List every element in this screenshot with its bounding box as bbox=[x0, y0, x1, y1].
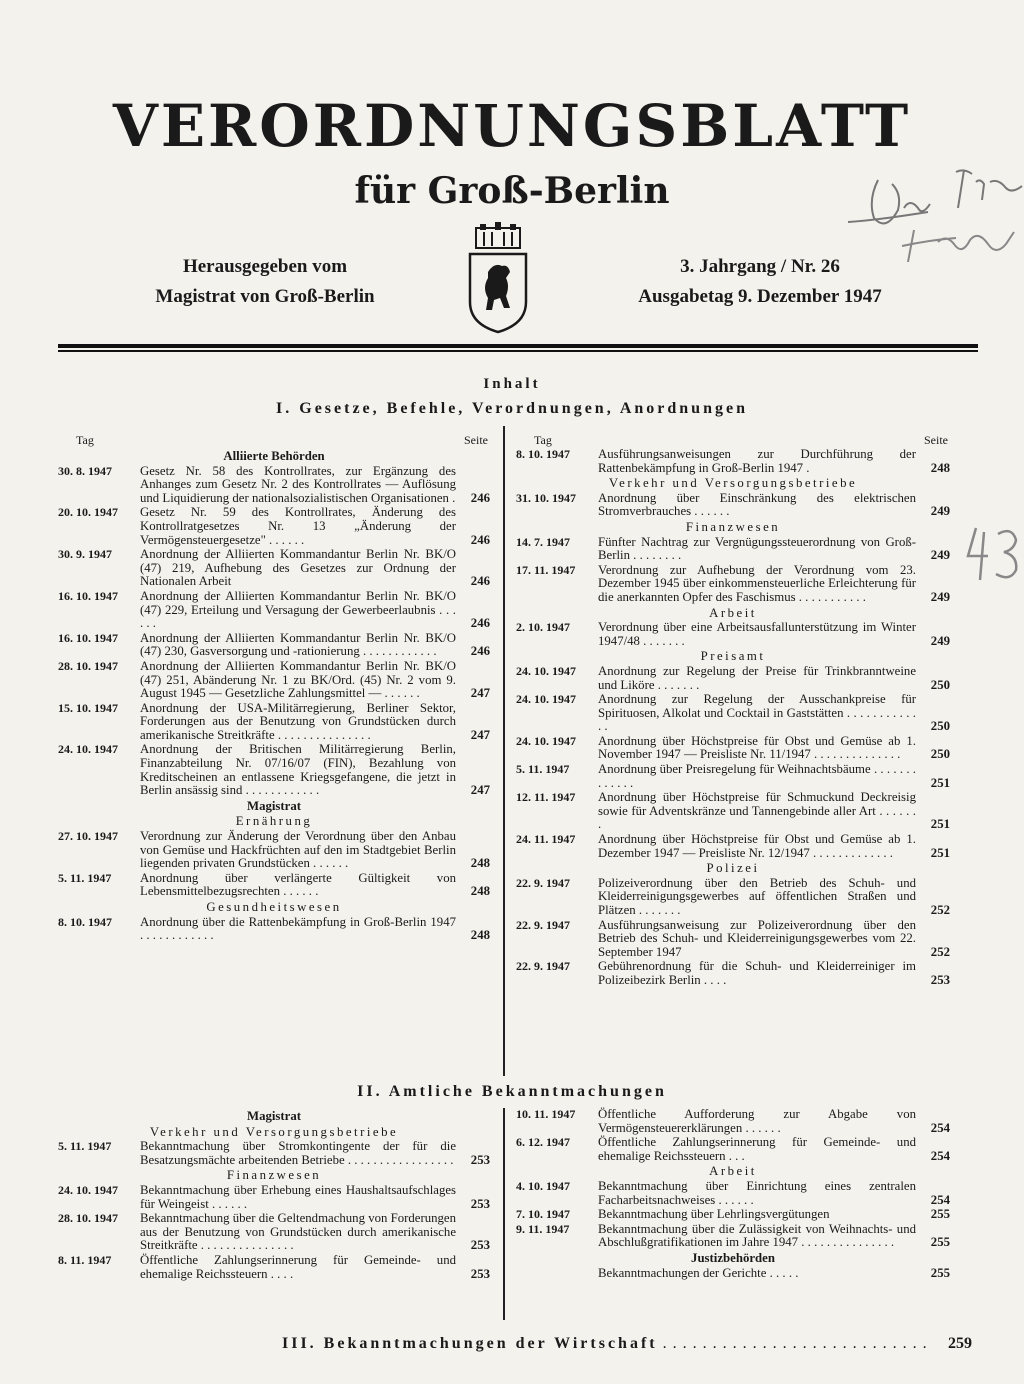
entry-page: 249 bbox=[930, 504, 950, 519]
entry-page: 255 bbox=[930, 1235, 950, 1250]
entry-page: 246 bbox=[470, 532, 490, 547]
toc-entry bbox=[58, 660, 490, 701]
subsection-heading-polizei: Polizei bbox=[706, 861, 760, 876]
toc-entry bbox=[516, 877, 950, 918]
toc-entry bbox=[516, 1208, 950, 1222]
entry-title: Polizeiverordnung über den Betrieb des Schuh- und Kleiderreinigungsgewerbes auf öffentlichen Straßen und Plätzen . . . . . . . bbox=[598, 875, 916, 917]
entry-date: 9. 11. 1947 bbox=[516, 1221, 570, 1236]
entry-page: 249 bbox=[930, 589, 950, 604]
entry-date: 22. 9. 1947 bbox=[516, 959, 570, 974]
entry-date: 28. 10. 1947 bbox=[58, 658, 118, 673]
entry-title: Gesetz Nr. 58 des Kontrollrates, zur Ergänzung des Anhanges zum Gesetz Nr. 2 des Kontrollrates — Auflösung und Liquidierung der nationalsozialistischen Organisationen . bbox=[140, 463, 456, 505]
entry-date: 6. 12. 1947 bbox=[516, 1135, 570, 1150]
section-1-left-column bbox=[58, 432, 490, 944]
toc-entry bbox=[58, 872, 490, 899]
toc-entry bbox=[58, 1140, 490, 1167]
toc-entry bbox=[58, 590, 490, 631]
entry-title: Öffentliche Aufforderung zur Abgabe von Vermögensteuererklärungen . . . . . . bbox=[598, 1107, 916, 1135]
entry-title: Verordnung zur Änderung der Verordnung über den Anbau von Gemüse und Hackfrüchten auf den im Stadtgebiet Berlin liegenden privaten Grundstücken . . . . . . bbox=[140, 829, 456, 871]
column-label-date: Tag bbox=[76, 433, 94, 447]
entry-date: 30. 9. 1947 bbox=[58, 547, 112, 562]
entry-date: 20. 10. 1947 bbox=[58, 505, 118, 520]
entry-title: Anordnung der Alliierten Kommandantur Berlin Nr. BK/O (47) 219, Aufhebung des Gesetzes zur Ordnung der Nationalen Arbeit bbox=[140, 547, 456, 589]
toc-entry bbox=[516, 492, 950, 519]
toc-entry bbox=[516, 960, 950, 987]
masthead-subtitle: für Groß-Berlin bbox=[354, 170, 670, 212]
entry-title: Anordnung der Alliierten Kommandantur Berlin Nr. BK/O (47) 230, Gasversorgung und -rationierung . . . . . . . . . . . . bbox=[140, 630, 456, 659]
entry-page: 253 bbox=[930, 972, 950, 987]
entry-date: 24. 10. 1947 bbox=[58, 1182, 118, 1197]
subsection-heading-magistrat: Magistrat bbox=[246, 798, 301, 813]
entry-page: 255 bbox=[930, 1265, 950, 1280]
entry-date: 30. 8. 1947 bbox=[58, 463, 112, 478]
header-rule bbox=[58, 344, 978, 348]
toc-entry bbox=[516, 536, 950, 563]
toc-entry bbox=[58, 916, 490, 943]
subsection-heading-justizbeh-rden: Justizbehörden bbox=[691, 1250, 775, 1265]
entry-page: 248 bbox=[470, 928, 490, 943]
toc-entry bbox=[58, 548, 490, 589]
entry-date: 8. 10. 1947 bbox=[516, 447, 570, 461]
entry-title: Bekanntmachung über Erhebung eines Haushaltsaufschlages für Weingeist . . . . . . bbox=[140, 1182, 456, 1211]
toc-entry bbox=[516, 791, 950, 832]
entry-title: Anordnung zur Regelung der Ausschankpreise für Spirituosen, Alkolat und Cocktail in Gaststätten . . . . . . . . . . . . . bbox=[598, 692, 916, 734]
publisher-line-2: Magistrat von Groß-Berlin bbox=[155, 286, 375, 307]
berlin-coat-of-arms-icon bbox=[466, 222, 530, 334]
subsection-heading-finanzwesen: Finanzwesen bbox=[226, 1168, 322, 1183]
toc-entry bbox=[58, 702, 490, 743]
entry-title: Anordnung der Alliierten Kommandantur Berlin Nr. BK/O (47) 229, Erteilung und Versagung der Gewerbeerlaubnis . . . . . . bbox=[140, 588, 456, 631]
toc-entry bbox=[516, 1136, 950, 1163]
section-2-left-column bbox=[58, 1108, 490, 1282]
section-3-title: III. Bekanntmachungen der Wirtschaft bbox=[282, 1335, 658, 1352]
subsection-heading-preisamt: Preisamt bbox=[700, 649, 766, 664]
toc-entry bbox=[516, 665, 950, 692]
entry-title: Bekanntmachung über die Geltendmachung von Forderungen aus der Benutzung von Grundstücken durch amerikanische Streitkräfte . . . . . . . . . . . . . . . bbox=[140, 1211, 456, 1253]
entry-page: 253 bbox=[470, 1238, 490, 1253]
section-3-line: III. Bekanntmachungen der Wirtschaft . . . . . . . . . . . . . . . . . . . . . . . . . . . 259 bbox=[282, 1335, 972, 1352]
toc-entry bbox=[58, 1184, 490, 1211]
entry-page: 248 bbox=[470, 856, 490, 871]
entry-title: Öffentliche Zahlungserinnerung für Gemeinde- und ehemalige Reichssteuern . . . . bbox=[140, 1252, 456, 1281]
toc-entry bbox=[516, 1108, 950, 1135]
entry-title: Anordnung über Höchstpreise für Schmuckund Deckreisig sowie für Adventskränze und Tannengebinde aller Art . . . . . . . bbox=[598, 790, 916, 832]
entry-page: 246 bbox=[470, 616, 490, 631]
subsection-heading-arbeit: Arbeit bbox=[709, 1164, 757, 1179]
entry-title: Anordnung über Höchstpreise für Obst und Gemüse ab 1. November 1947 — Preisliste Nr. 11/1947 . . . . . . . . . . . . . . bbox=[598, 733, 916, 762]
toc-entry bbox=[516, 1223, 950, 1250]
issue-line-1: 3. Jahrgang / Nr. 26 bbox=[680, 256, 840, 277]
toc-entry bbox=[58, 830, 490, 871]
toc-entry bbox=[516, 448, 950, 475]
toc-entry bbox=[516, 621, 950, 648]
entry-page: 246 bbox=[470, 574, 490, 589]
column-header bbox=[58, 432, 490, 448]
entry-title: Anordnung der USA-Militärregierung, Berliner Sektor, Forderungen aus der Benutzung von Grundstücken durch amerikanische Streitkräfte . . . . . . . . . . . . . . . bbox=[140, 700, 456, 742]
toc-entry bbox=[58, 743, 490, 797]
column-divider bbox=[503, 426, 505, 1076]
entry-page: 255 bbox=[930, 1207, 950, 1222]
entry-page: 248 bbox=[470, 884, 490, 899]
subsection-heading-verkehr-und-versorgungsbetriebe: Verkehr und Versorgungsbetriebe bbox=[608, 476, 858, 491]
toc-entry bbox=[58, 506, 490, 547]
entry-page: 250 bbox=[930, 677, 950, 692]
entry-title: Fünfter Nachtrag zur Vergnügungssteuerordnung von Groß-Berlin . . . . . . . . bbox=[598, 534, 916, 563]
entry-date: 24. 10. 1947 bbox=[516, 692, 576, 707]
section-1-right-column bbox=[516, 432, 950, 989]
entry-title: Anordnung über verlängerte Gültigkeit von Lebensmittelbezugsrechten . . . . . . bbox=[140, 870, 456, 899]
toc-entry bbox=[516, 735, 950, 762]
entry-title: Ausführungsanweisung zur Polizeiverordnung über den Betrieb des Schuh- und Kleiderreinigungsgewerbes vom 22. September 1947 bbox=[598, 917, 916, 959]
entry-date: 12. 11. 1947 bbox=[516, 790, 576, 805]
entry-date: 2. 10. 1947 bbox=[516, 620, 570, 635]
entry-page: 253 bbox=[470, 1196, 490, 1211]
entry-date: 22. 9. 1947 bbox=[516, 917, 570, 932]
entry-page: 253 bbox=[470, 1152, 490, 1167]
subsection-heading-verkehr-und-versorgungsbetriebe: Verkehr und Versorgungsbetriebe bbox=[149, 1124, 399, 1139]
entry-page: 247 bbox=[470, 727, 490, 742]
entry-date: 31. 10. 1947 bbox=[516, 490, 576, 505]
entry-page: 246 bbox=[470, 490, 490, 505]
entry-page: 249 bbox=[930, 548, 950, 563]
entry-title: Anordnung der Britischen Militärregierung Berlin, Finanzabteilung Nr. 07/16/07 (FIN), Bezahlung von Kreditscheinen an entlassene Kriegsgefangene, die jetzt in Berlin ansässig sind . . . . . . . . . . . . bbox=[140, 742, 456, 798]
entry-page: 248 bbox=[930, 460, 950, 475]
column-label-page: Seite bbox=[464, 433, 488, 447]
section-3-page: 259 bbox=[948, 1335, 972, 1352]
entry-title: Bekanntmachung über Einrichtung eines zentralen Facharbeitsnachweises . . . . . . bbox=[598, 1178, 916, 1207]
toc-entry bbox=[58, 1212, 490, 1253]
entry-date: 15. 10. 1947 bbox=[58, 700, 118, 715]
entry-page: 249 bbox=[930, 633, 950, 648]
entry-date: 14. 7. 1947 bbox=[516, 534, 570, 549]
entry-date: 27. 10. 1947 bbox=[58, 829, 118, 844]
entry-title: Verordnung zur Aufhebung der Verordnung vom 23. Dezember 1945 über einkommensteuerliche Erleichterung für die anerkannten Opfer des Faschismus . . . . . . . . . . . bbox=[598, 562, 916, 604]
toc-entry bbox=[58, 632, 490, 659]
subsection-heading-finanzwesen: Finanzwesen bbox=[685, 519, 781, 534]
entry-date: 24. 10. 1947 bbox=[516, 733, 576, 748]
column-label-page: Seite bbox=[924, 433, 948, 447]
entry-title: Bekanntmachung über Stromkontingente der für die Besatzungsmächte arbeitenden Betriebe . . . . . . . . . . . . . . . . . bbox=[140, 1139, 456, 1167]
toc-entry bbox=[516, 763, 950, 790]
entry-date: 8. 11. 1947 bbox=[58, 1252, 112, 1267]
entry-title: Anordnung über die Rattenbekämpfung in Groß-Berlin 1947 . . . . . . . . . . . . bbox=[140, 914, 456, 943]
entry-title: Bekanntmachungen der Gerichte . . . . . bbox=[598, 1265, 799, 1280]
entry-title: Anordnung der Alliierten Kommandantur Berlin Nr. BK/O (47) 251, Abänderung Nr. 1 zu BK/Ord. (45) Nr. 2 vom 9. August 1945 — Gesetzliche Zahlungsmittel — . . . . . . bbox=[140, 658, 456, 701]
publisher-line-1: Herausgegeben vom bbox=[182, 256, 348, 277]
toc-entry bbox=[516, 564, 950, 605]
entry-title: Anordnung zur Regelung der Preise für Trinkbranntweine und Liköre . . . . . . . bbox=[598, 663, 916, 692]
entry-page: 251 bbox=[930, 775, 950, 790]
entry-date: 22. 9. 1947 bbox=[516, 875, 570, 890]
subsection-heading-arbeit: Arbeit bbox=[709, 605, 757, 620]
toc-entry bbox=[58, 465, 490, 506]
header-rule-thin bbox=[58, 350, 978, 352]
entry-date: 10. 11. 1947 bbox=[516, 1107, 576, 1121]
entry-title: Öffentliche Zahlungserinnerung für Gemeinde- und ehemalige Reichssteuern . . . bbox=[598, 1135, 916, 1163]
subsection-heading-alliierte-beh-rden: Alliierte Behörden bbox=[223, 449, 325, 463]
entry-date: 17. 11. 1947 bbox=[516, 562, 576, 577]
entry-page: 250 bbox=[930, 747, 950, 762]
entry-title: Ausführungsanweisungen zur Durchführung der Rattenbekämpfung in Groß-Berlin 1947 . bbox=[598, 447, 916, 475]
toc-entry bbox=[516, 693, 950, 734]
entry-date: 5. 11. 1947 bbox=[58, 1139, 112, 1154]
toc-heading: Inhalt bbox=[483, 376, 541, 392]
entry-title: Anordnung über Preisregelung für Weihnachtsbäume . . . . . . . . . . . . . bbox=[598, 762, 916, 790]
column-label-date: Tag bbox=[534, 433, 552, 447]
toc-entry bbox=[58, 1254, 490, 1281]
handwritten-signature-icon bbox=[838, 160, 1024, 270]
entry-date: 5. 11. 1947 bbox=[58, 870, 112, 885]
section-2-title: II. Amtliche Bekanntmachungen bbox=[357, 1083, 667, 1100]
entry-date: 16. 10. 1947 bbox=[58, 630, 118, 645]
subsection-heading-gesundheitswesen: Gesundheitswesen bbox=[206, 900, 342, 914]
entry-date: 4. 10. 1947 bbox=[516, 1178, 570, 1193]
entry-page: 254 bbox=[930, 1192, 950, 1207]
entry-date: 24. 11. 1947 bbox=[516, 832, 576, 847]
entry-date: 8. 10. 1947 bbox=[58, 914, 112, 929]
publisher-block bbox=[95, 252, 435, 312]
entry-page: 252 bbox=[930, 903, 950, 917]
entry-title: Bekanntmachung über Lehrlingsvergütungen bbox=[598, 1207, 830, 1222]
entry-page: 254 bbox=[930, 1148, 950, 1163]
entry-date: 5. 11. 1947 bbox=[516, 762, 570, 777]
section-2-right-column bbox=[516, 1108, 950, 1281]
toc-entry bbox=[516, 833, 950, 860]
entry-date: 24. 10. 1947 bbox=[58, 742, 118, 757]
entry-title: Bekanntmachung über die Zulässigkeit von Weihnachts- und Abschlußgratifikationen im Jahre 1947 . . . . . . . . . . . . . . . bbox=[598, 1221, 916, 1250]
column-header bbox=[516, 432, 950, 448]
entry-date: 7. 10. 1947 bbox=[516, 1207, 570, 1222]
entry-date bbox=[516, 1267, 598, 1281]
toc-entry bbox=[516, 1267, 950, 1281]
entry-page: 247 bbox=[470, 686, 490, 701]
entry-page: 251 bbox=[930, 845, 950, 860]
entry-page: 250 bbox=[930, 719, 950, 734]
toc-entry bbox=[516, 1180, 950, 1207]
entry-title: Anordnung über Höchstpreise für Obst und Gemüse ab 1. Dezember 1947 — Preisliste Nr. 12/1947 . . . . . . . . . . . . . bbox=[598, 832, 916, 860]
entry-page: 251 bbox=[930, 817, 950, 832]
entry-title: Gesetz Nr. 59 des Kontrollrates, Änderung des Kontrollratgesetzes Nr. 13 „Änderung der Vermögensteuergesetze" . . . . . . bbox=[140, 505, 456, 547]
entry-page: 246 bbox=[470, 644, 490, 659]
entry-page: 252 bbox=[930, 944, 950, 959]
issue-line-2: Ausgabetag 9. Dezember 1947 bbox=[638, 286, 882, 307]
subsection-heading-ern-hrung: Ernährung bbox=[235, 814, 313, 829]
column-divider bbox=[503, 1108, 505, 1320]
entry-page: 253 bbox=[470, 1266, 490, 1281]
entry-date: 28. 10. 1947 bbox=[58, 1211, 118, 1226]
entry-page: 247 bbox=[470, 783, 490, 798]
handwritten-margin-number bbox=[962, 520, 1024, 590]
entry-date: 24. 10. 1947 bbox=[516, 663, 576, 678]
masthead-title: VERORDNUNGSBLATT bbox=[112, 92, 912, 160]
entry-title: Anordnung über Einschränkung des elektrischen Stromverbrauches . . . . . . bbox=[598, 490, 916, 519]
entry-page: 254 bbox=[930, 1120, 950, 1135]
toc-entry bbox=[516, 919, 950, 960]
subsection-heading-magistrat: Magistrat bbox=[246, 1109, 301, 1123]
section-1-title: I. Gesetze, Befehle, Verordnungen, Anordnungen bbox=[276, 400, 748, 417]
entry-title: Gebührenordnung für die Schuh- und Kleiderreiniger im Polizeibezirk Berlin . . . . bbox=[598, 959, 916, 987]
entry-date: 16. 10. 1947 bbox=[58, 588, 118, 603]
entry-title: Verordnung über eine Arbeitsausfallunterstützung im Winter 1947/48 . . . . . . . bbox=[598, 620, 916, 648]
